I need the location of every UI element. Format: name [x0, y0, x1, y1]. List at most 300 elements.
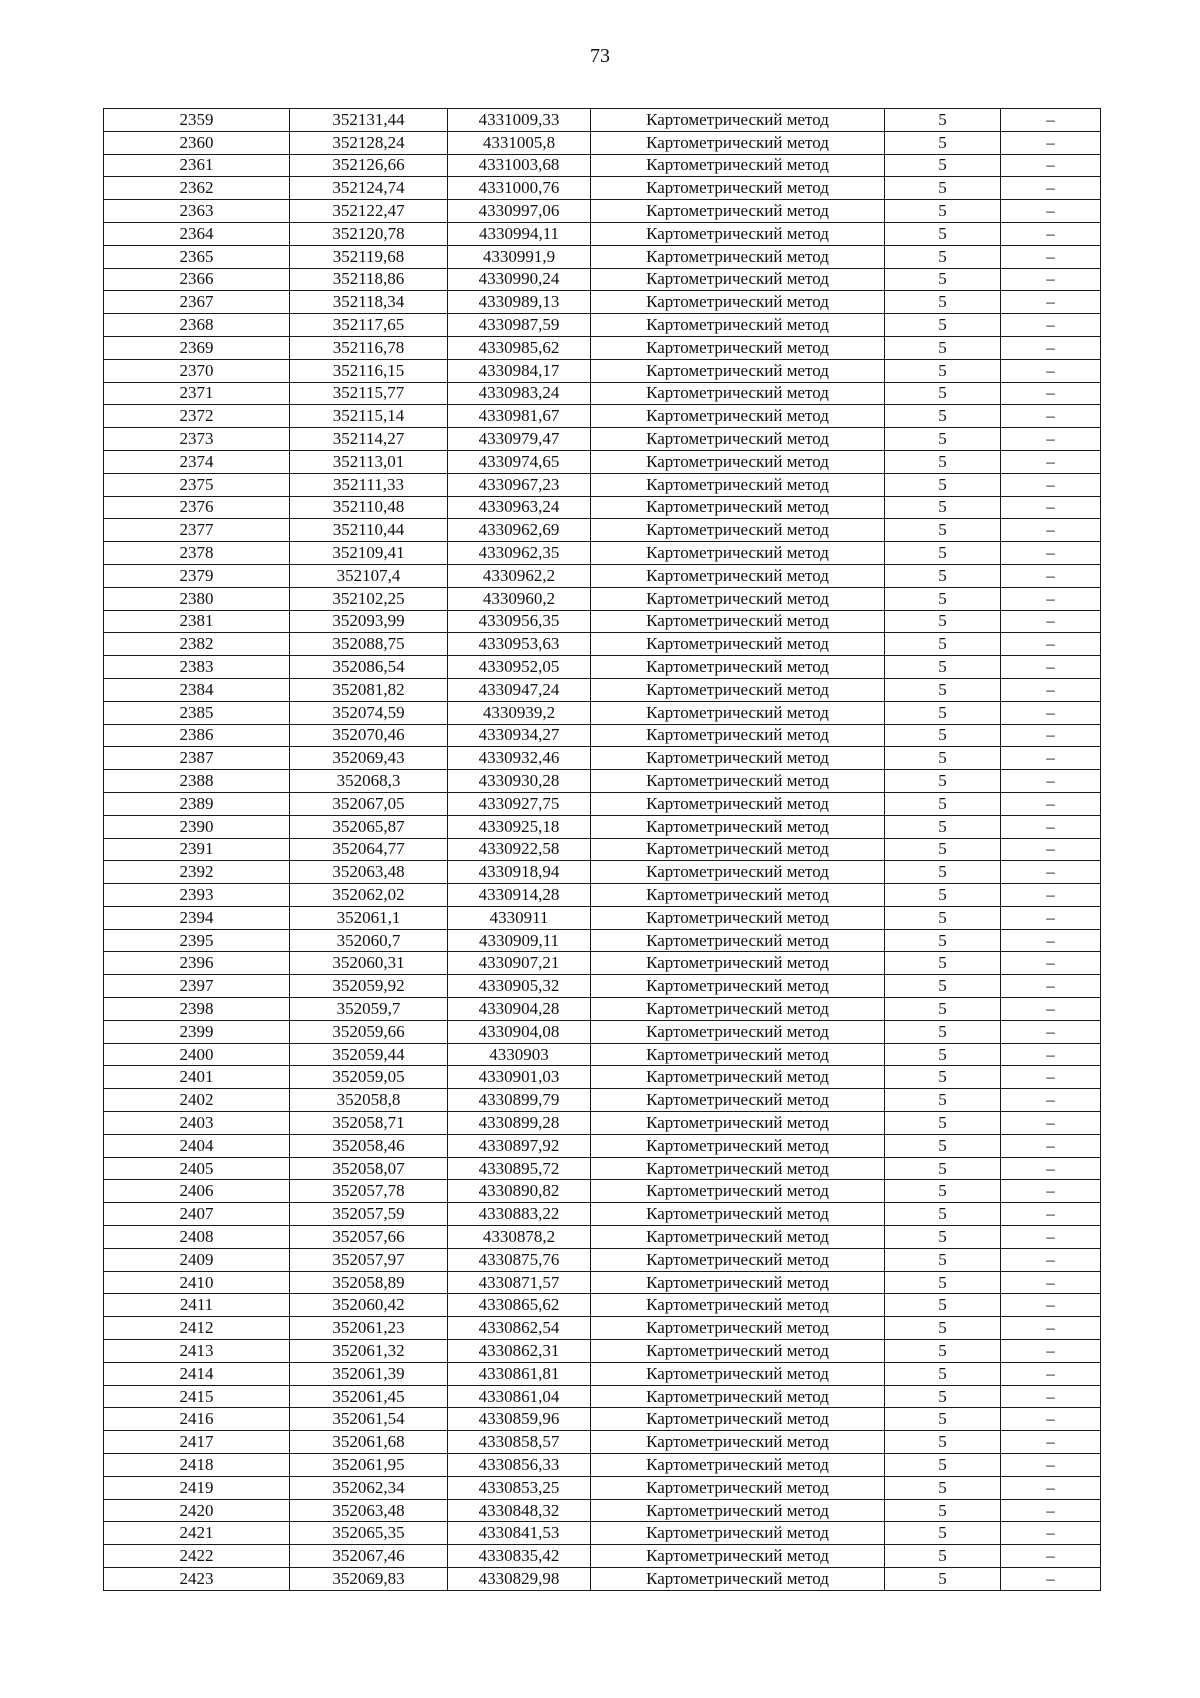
y-coordinate-cell: 4330878,2: [448, 1226, 591, 1249]
y-coordinate-cell: 4330895,72: [448, 1157, 591, 1180]
method-cell: Картометрический метод: [591, 1134, 885, 1157]
y-coordinate-cell: 4330925,18: [448, 815, 591, 838]
y-coordinate-cell: 4330901,03: [448, 1066, 591, 1089]
description-cell: –: [1001, 1020, 1101, 1043]
method-cell: Картометрический метод: [591, 587, 885, 610]
method-cell: Картометрический метод: [591, 405, 885, 428]
description-cell: –: [1001, 1089, 1101, 1112]
description-cell: –: [1001, 587, 1101, 610]
method-cell: Картометрический метод: [591, 268, 885, 291]
method-cell: Картометрический метод: [591, 245, 885, 268]
method-cell: Картометрический метод: [591, 314, 885, 337]
table-row: [104, 792, 1101, 815]
table-row: [104, 359, 1101, 382]
y-coordinate-cell: 4330967,23: [448, 473, 591, 496]
x-coordinate-cell: 352060,31: [290, 952, 448, 975]
x-coordinate-cell: 352111,33: [290, 473, 448, 496]
point-number-cell: 2384: [104, 678, 290, 701]
description-cell: –: [1001, 770, 1101, 793]
table-row: [104, 678, 1101, 701]
method-cell: Картометрический метод: [591, 222, 885, 245]
y-coordinate-cell: 4330953,63: [448, 633, 591, 656]
y-coordinate-cell: 4330914,28: [448, 884, 591, 907]
x-coordinate-cell: 352070,46: [290, 724, 448, 747]
description-cell: –: [1001, 428, 1101, 451]
method-cell: Картометрический метод: [591, 1112, 885, 1135]
x-coordinate-cell: 352067,05: [290, 792, 448, 815]
x-coordinate-cell: 352069,43: [290, 747, 448, 770]
table-row: [104, 542, 1101, 565]
x-coordinate-cell: 352058,8: [290, 1089, 448, 1112]
description-cell: –: [1001, 975, 1101, 998]
y-coordinate-cell: 4330939,2: [448, 701, 591, 724]
x-coordinate-cell: 352110,44: [290, 519, 448, 542]
method-cell: Картометрический метод: [591, 861, 885, 884]
point-number-cell: 2377: [104, 519, 290, 542]
table-row: [104, 1089, 1101, 1112]
point-number-cell: 2396: [104, 952, 290, 975]
table-row: [104, 1362, 1101, 1385]
accuracy-cell: 5: [885, 496, 1001, 519]
description-cell: –: [1001, 633, 1101, 656]
table-row: [104, 1545, 1101, 1568]
description-cell: –: [1001, 1545, 1101, 1568]
x-coordinate-cell: 352059,7: [290, 998, 448, 1021]
method-cell: Картометрический метод: [591, 1271, 885, 1294]
table-row: [104, 1294, 1101, 1317]
point-number-cell: 2371: [104, 382, 290, 405]
x-coordinate-cell: 352061,54: [290, 1408, 448, 1431]
y-coordinate-cell: 4330989,13: [448, 291, 591, 314]
y-coordinate-cell: 4330829,98: [448, 1568, 591, 1591]
point-number-cell: 2409: [104, 1248, 290, 1271]
y-coordinate-cell: 4330905,32: [448, 975, 591, 998]
point-number-cell: 2366: [104, 268, 290, 291]
description-cell: –: [1001, 291, 1101, 314]
y-coordinate-cell: 4330927,75: [448, 792, 591, 815]
y-coordinate-cell: 4330974,65: [448, 450, 591, 473]
accuracy-cell: 5: [885, 792, 1001, 815]
y-coordinate-cell: 4330960,2: [448, 587, 591, 610]
point-number-cell: 2361: [104, 154, 290, 177]
y-coordinate-cell: 4330899,79: [448, 1089, 591, 1112]
x-coordinate-cell: 352061,95: [290, 1454, 448, 1477]
method-cell: Картометрический метод: [591, 359, 885, 382]
point-number-cell: 2369: [104, 336, 290, 359]
y-coordinate-cell: 4330897,92: [448, 1134, 591, 1157]
description-cell: –: [1001, 1066, 1101, 1089]
accuracy-cell: 5: [885, 633, 1001, 656]
y-coordinate-cell: 4330963,24: [448, 496, 591, 519]
table-row: [104, 1112, 1101, 1135]
y-coordinate-cell: 4330930,28: [448, 770, 591, 793]
description-cell: –: [1001, 450, 1101, 473]
accuracy-cell: 5: [885, 1522, 1001, 1545]
table-row: [104, 656, 1101, 679]
y-coordinate-cell: 4330991,9: [448, 245, 591, 268]
description-cell: –: [1001, 222, 1101, 245]
method-cell: Картометрический метод: [591, 838, 885, 861]
accuracy-cell: 5: [885, 336, 1001, 359]
method-cell: Картометрический метод: [591, 1317, 885, 1340]
y-coordinate-cell: 4330909,11: [448, 929, 591, 952]
table-row: [104, 1431, 1101, 1454]
table-row: [104, 610, 1101, 633]
accuracy-cell: 5: [885, 998, 1001, 1021]
y-coordinate-cell: 4330871,57: [448, 1271, 591, 1294]
point-number-cell: 2399: [104, 1020, 290, 1043]
accuracy-cell: 5: [885, 975, 1001, 998]
x-coordinate-cell: 352128,24: [290, 131, 448, 154]
table-row: [104, 1340, 1101, 1363]
page-number: 73: [590, 45, 610, 67]
x-coordinate-cell: 352113,01: [290, 450, 448, 473]
y-coordinate-cell: 4330904,08: [448, 1020, 591, 1043]
point-number-cell: 2420: [104, 1499, 290, 1522]
table-row: [104, 154, 1101, 177]
description-cell: –: [1001, 838, 1101, 861]
table-row: [104, 1568, 1101, 1591]
table-row: [104, 633, 1101, 656]
point-number-cell: 2402: [104, 1089, 290, 1112]
point-number-cell: 2415: [104, 1385, 290, 1408]
x-coordinate-cell: 352059,44: [290, 1043, 448, 1066]
description-cell: –: [1001, 1180, 1101, 1203]
point-number-cell: 2360: [104, 131, 290, 154]
x-coordinate-cell: 352102,25: [290, 587, 448, 610]
x-coordinate-cell: 352116,15: [290, 359, 448, 382]
table-row: [104, 1043, 1101, 1066]
x-coordinate-cell: 352060,42: [290, 1294, 448, 1317]
description-cell: –: [1001, 200, 1101, 223]
x-coordinate-cell: 352059,05: [290, 1066, 448, 1089]
y-coordinate-cell: 4331009,33: [448, 109, 591, 132]
y-coordinate-cell: 4330856,33: [448, 1454, 591, 1477]
accuracy-cell: 5: [885, 1203, 1001, 1226]
y-coordinate-cell: 4330853,25: [448, 1476, 591, 1499]
description-cell: –: [1001, 929, 1101, 952]
accuracy-cell: 5: [885, 405, 1001, 428]
description-cell: –: [1001, 1408, 1101, 1431]
accuracy-cell: 5: [885, 1545, 1001, 1568]
table-row: [104, 405, 1101, 428]
accuracy-cell: 5: [885, 314, 1001, 337]
method-cell: Картометрический метод: [591, 428, 885, 451]
point-number-cell: 2379: [104, 564, 290, 587]
point-number-cell: 2423: [104, 1568, 290, 1591]
coordinates-table-body: [104, 109, 1101, 1591]
y-coordinate-cell: 4330947,24: [448, 678, 591, 701]
x-coordinate-cell: 352088,75: [290, 633, 448, 656]
table-row: [104, 382, 1101, 405]
accuracy-cell: 5: [885, 1248, 1001, 1271]
accuracy-cell: 5: [885, 724, 1001, 747]
accuracy-cell: 5: [885, 1180, 1001, 1203]
table-row: [104, 1020, 1101, 1043]
method-cell: Картометрический метод: [591, 998, 885, 1021]
x-coordinate-cell: 352122,47: [290, 200, 448, 223]
method-cell: Картометрический метод: [591, 656, 885, 679]
method-cell: Картометрический метод: [591, 1340, 885, 1363]
accuracy-cell: 5: [885, 1112, 1001, 1135]
table-row: [104, 473, 1101, 496]
x-coordinate-cell: 352124,74: [290, 177, 448, 200]
method-cell: Картометрический метод: [591, 1522, 885, 1545]
method-cell: Картометрический метод: [591, 1431, 885, 1454]
method-cell: Картометрический метод: [591, 724, 885, 747]
method-cell: Картометрический метод: [591, 519, 885, 542]
x-coordinate-cell: 352126,66: [290, 154, 448, 177]
point-number-cell: 2364: [104, 222, 290, 245]
description-cell: –: [1001, 1157, 1101, 1180]
point-number-cell: 2363: [104, 200, 290, 223]
method-cell: Картометрический метод: [591, 109, 885, 132]
accuracy-cell: 5: [885, 1294, 1001, 1317]
point-number-cell: 2380: [104, 587, 290, 610]
description-cell: –: [1001, 1294, 1101, 1317]
method-cell: Картометрический метод: [591, 1066, 885, 1089]
x-coordinate-cell: 352118,34: [290, 291, 448, 314]
accuracy-cell: 5: [885, 610, 1001, 633]
accuracy-cell: 5: [885, 1317, 1001, 1340]
accuracy-cell: 5: [885, 838, 1001, 861]
description-cell: –: [1001, 336, 1101, 359]
table-row: [104, 1248, 1101, 1271]
x-coordinate-cell: 352061,23: [290, 1317, 448, 1340]
accuracy-cell: 5: [885, 1271, 1001, 1294]
method-cell: Картометрический метод: [591, 1248, 885, 1271]
table-row: [104, 1476, 1101, 1499]
accuracy-cell: 5: [885, 245, 1001, 268]
x-coordinate-cell: 352059,92: [290, 975, 448, 998]
x-coordinate-cell: 352131,44: [290, 109, 448, 132]
accuracy-cell: 5: [885, 450, 1001, 473]
table-row: [104, 1226, 1101, 1249]
description-cell: –: [1001, 1317, 1101, 1340]
description-cell: –: [1001, 542, 1101, 565]
accuracy-cell: 5: [885, 1066, 1001, 1089]
description-cell: –: [1001, 1568, 1101, 1591]
y-coordinate-cell: 4330922,58: [448, 838, 591, 861]
description-cell: –: [1001, 861, 1101, 884]
method-cell: Картометрический метод: [591, 1499, 885, 1522]
description-cell: –: [1001, 1522, 1101, 1545]
point-number-cell: 2386: [104, 724, 290, 747]
accuracy-cell: 5: [885, 1408, 1001, 1431]
y-coordinate-cell: 4330848,32: [448, 1499, 591, 1522]
point-number-cell: 2414: [104, 1362, 290, 1385]
y-coordinate-cell: 4330983,24: [448, 382, 591, 405]
x-coordinate-cell: 352060,7: [290, 929, 448, 952]
description-cell: –: [1001, 245, 1101, 268]
method-cell: Картометрический метод: [591, 952, 885, 975]
description-cell: –: [1001, 1499, 1101, 1522]
accuracy-cell: 5: [885, 1043, 1001, 1066]
point-number-cell: 2397: [104, 975, 290, 998]
method-cell: Картометрический метод: [591, 770, 885, 793]
y-coordinate-cell: 4330904,28: [448, 998, 591, 1021]
table-row: [104, 1180, 1101, 1203]
y-coordinate-cell: 4330883,22: [448, 1203, 591, 1226]
method-cell: Картометрический метод: [591, 1362, 885, 1385]
x-coordinate-cell: 352058,46: [290, 1134, 448, 1157]
method-cell: Картометрический метод: [591, 1476, 885, 1499]
table-row: [104, 1317, 1101, 1340]
accuracy-cell: 5: [885, 359, 1001, 382]
y-coordinate-cell: 4330862,54: [448, 1317, 591, 1340]
y-coordinate-cell: 4330997,06: [448, 200, 591, 223]
description-cell: –: [1001, 496, 1101, 519]
accuracy-cell: 5: [885, 1568, 1001, 1591]
x-coordinate-cell: 352086,54: [290, 656, 448, 679]
table-row: [104, 291, 1101, 314]
accuracy-cell: 5: [885, 952, 1001, 975]
description-cell: –: [1001, 564, 1101, 587]
y-coordinate-cell: 4330962,2: [448, 564, 591, 587]
point-number-cell: 2408: [104, 1226, 290, 1249]
x-coordinate-cell: 352062,02: [290, 884, 448, 907]
table-row: [104, 109, 1101, 132]
method-cell: Картометрический метод: [591, 1408, 885, 1431]
description-cell: –: [1001, 998, 1101, 1021]
description-cell: –: [1001, 1362, 1101, 1385]
point-number-cell: 2385: [104, 701, 290, 724]
description-cell: –: [1001, 473, 1101, 496]
x-coordinate-cell: 352062,34: [290, 1476, 448, 1499]
x-coordinate-cell: 352116,78: [290, 336, 448, 359]
x-coordinate-cell: 352115,77: [290, 382, 448, 405]
accuracy-cell: 5: [885, 1476, 1001, 1499]
description-cell: –: [1001, 747, 1101, 770]
description-cell: –: [1001, 405, 1101, 428]
accuracy-cell: 5: [885, 747, 1001, 770]
point-number-cell: 2390: [104, 815, 290, 838]
table-row: [104, 1066, 1101, 1089]
accuracy-cell: 5: [885, 268, 1001, 291]
point-number-cell: 2382: [104, 633, 290, 656]
accuracy-cell: 5: [885, 1431, 1001, 1454]
method-cell: Картометрический метод: [591, 177, 885, 200]
accuracy-cell: 5: [885, 1385, 1001, 1408]
method-cell: Картометрический метод: [591, 382, 885, 405]
table-row: [104, 1408, 1101, 1431]
x-coordinate-cell: 352114,27: [290, 428, 448, 451]
table-row: [104, 701, 1101, 724]
point-number-cell: 2374: [104, 450, 290, 473]
point-number-cell: 2418: [104, 1454, 290, 1477]
accuracy-cell: 5: [885, 291, 1001, 314]
table-row: [104, 929, 1101, 952]
method-cell: Картометрический метод: [591, 633, 885, 656]
point-number-cell: 2368: [104, 314, 290, 337]
table-row: [104, 336, 1101, 359]
x-coordinate-cell: 352061,39: [290, 1362, 448, 1385]
method-cell: Картометрический метод: [591, 1203, 885, 1226]
accuracy-cell: 5: [885, 1089, 1001, 1112]
method-cell: Картометрический метод: [591, 291, 885, 314]
y-coordinate-cell: 4331003,68: [448, 154, 591, 177]
description-cell: –: [1001, 884, 1101, 907]
point-number-cell: 2378: [104, 542, 290, 565]
description-cell: –: [1001, 1454, 1101, 1477]
table-row: [104, 1522, 1101, 1545]
y-coordinate-cell: 4331005,8: [448, 131, 591, 154]
table-row: [104, 998, 1101, 1021]
point-number-cell: 2370: [104, 359, 290, 382]
table-row: [104, 450, 1101, 473]
method-cell: Картометрический метод: [591, 1385, 885, 1408]
method-cell: Картометрический метод: [591, 473, 885, 496]
accuracy-cell: 5: [885, 1157, 1001, 1180]
table-row: [104, 1203, 1101, 1226]
x-coordinate-cell: 352057,78: [290, 1180, 448, 1203]
accuracy-cell: 5: [885, 177, 1001, 200]
accuracy-cell: 5: [885, 861, 1001, 884]
description-cell: –: [1001, 519, 1101, 542]
point-number-cell: 2405: [104, 1157, 290, 1180]
x-coordinate-cell: 352061,68: [290, 1431, 448, 1454]
accuracy-cell: 5: [885, 519, 1001, 542]
method-cell: Картометрический метод: [591, 200, 885, 223]
point-number-cell: 2417: [104, 1431, 290, 1454]
description-cell: –: [1001, 610, 1101, 633]
method-cell: Картометрический метод: [591, 929, 885, 952]
method-cell: Картометрический метод: [591, 1454, 885, 1477]
x-coordinate-cell: 352118,86: [290, 268, 448, 291]
accuracy-cell: 5: [885, 1499, 1001, 1522]
x-coordinate-cell: 352074,59: [290, 701, 448, 724]
point-number-cell: 2375: [104, 473, 290, 496]
point-number-cell: 2381: [104, 610, 290, 633]
description-cell: –: [1001, 1271, 1101, 1294]
point-number-cell: 2389: [104, 792, 290, 815]
table-row: [104, 861, 1101, 884]
point-number-cell: 2407: [104, 1203, 290, 1226]
coordinates-table: [103, 108, 1101, 1591]
y-coordinate-cell: 4330861,81: [448, 1362, 591, 1385]
point-number-cell: 2365: [104, 245, 290, 268]
accuracy-cell: 5: [885, 473, 1001, 496]
y-coordinate-cell: 4330865,62: [448, 1294, 591, 1317]
accuracy-cell: 5: [885, 678, 1001, 701]
point-number-cell: 2376: [104, 496, 290, 519]
y-coordinate-cell: 4331000,76: [448, 177, 591, 200]
table-row: [104, 519, 1101, 542]
y-coordinate-cell: 4330994,11: [448, 222, 591, 245]
y-coordinate-cell: 4330861,04: [448, 1385, 591, 1408]
description-cell: –: [1001, 359, 1101, 382]
description-cell: –: [1001, 1385, 1101, 1408]
y-coordinate-cell: 4330907,21: [448, 952, 591, 975]
description-cell: –: [1001, 1340, 1101, 1363]
description-cell: –: [1001, 656, 1101, 679]
y-coordinate-cell: 4330987,59: [448, 314, 591, 337]
point-number-cell: 2362: [104, 177, 290, 200]
y-coordinate-cell: 4330952,05: [448, 656, 591, 679]
point-number-cell: 2416: [104, 1408, 290, 1431]
method-cell: Картометрический метод: [591, 792, 885, 815]
table-row: [104, 496, 1101, 519]
point-number-cell: 2406: [104, 1180, 290, 1203]
y-coordinate-cell: 4330962,69: [448, 519, 591, 542]
y-coordinate-cell: 4330956,35: [448, 610, 591, 633]
method-cell: Картометрический метод: [591, 564, 885, 587]
table-row: [104, 200, 1101, 223]
x-coordinate-cell: 352109,41: [290, 542, 448, 565]
y-coordinate-cell: 4330841,53: [448, 1522, 591, 1545]
point-number-cell: 2410: [104, 1271, 290, 1294]
accuracy-cell: 5: [885, 929, 1001, 952]
